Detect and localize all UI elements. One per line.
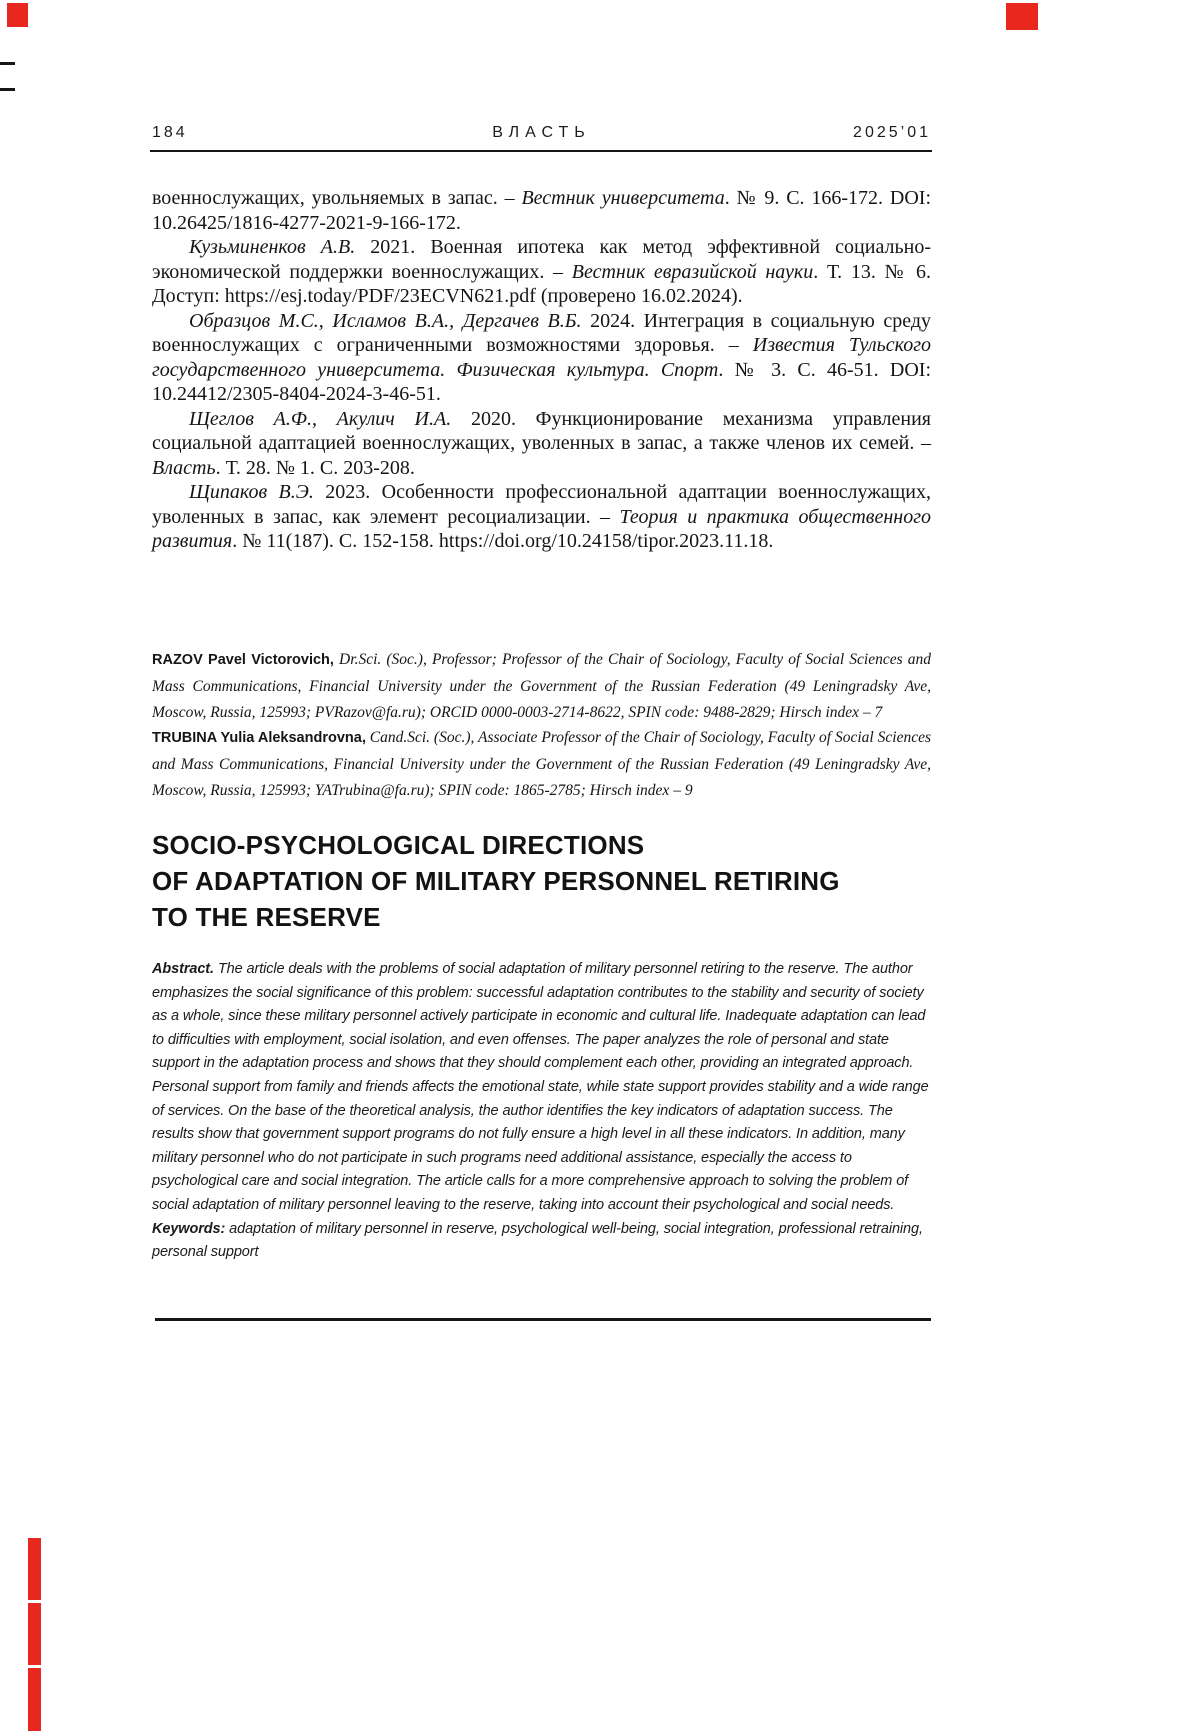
reference-item bbox=[152, 309, 931, 407]
ref-author-name: Щеглов А.Ф., Акулич И.А. bbox=[189, 407, 452, 430]
author-details: Dr.Sci. (Soc.), Professor; Professor of the Chair of Sociology, Faculty of Social Sciences and Mass Communications, Financial University under the Government of the Russian Federation (49 Leningradsky Ave, Moscow, Russia, 125993; PVRazov@fa.ru); ORCID 0000-0003-2714-8622, SPIN code: 9488-2829; Hirsch index – 7 bbox=[152, 651, 931, 721]
trim-mark-left-lower bbox=[0, 88, 15, 91]
ref-segment: 2024. Интеграция в социальную среду военнослужащих с ограниченными возможностями здоровья. – bbox=[152, 309, 931, 356]
author-name: RAZOV Pavel Victorovich, bbox=[152, 652, 334, 668]
abstract-label: Abstract. bbox=[152, 961, 214, 977]
abstract-paragraph bbox=[152, 958, 931, 1218]
ref-segment: . № 11(187). С. 152-158. https://doi.org/10.24158/tipor.2023.11.18. bbox=[232, 530, 774, 552]
ref-segment: 2023. Особенности профессиональной адаптации военнослужащих, уволенных в запас, как элемент ресоциализации. – bbox=[152, 481, 932, 528]
author-block bbox=[152, 725, 931, 803]
ref-segment: . № 9. С. 166-172. DOI: 10.26425/1816-4277-2021-9-166-172. bbox=[152, 187, 932, 234]
ref-segment: . № 3. С. 46-51. DOI: 10.24412/2305-8404-2024-3-46-51. bbox=[152, 358, 931, 405]
ref-author-name: Щипаков В.Э. bbox=[189, 481, 314, 503]
ref-segment: . Т. 13. № 6. Доступ: https://esj.today/PDF/23ECVN621.pdf (проверено 16.02.2024). bbox=[152, 260, 932, 307]
reference-item bbox=[152, 186, 931, 235]
ref-author-name: Кузьминенков А.В. bbox=[189, 236, 356, 258]
ref-author-name: Образцов М.С., Исламов В.А., Дергачев В.Б. bbox=[189, 309, 582, 332]
running-header bbox=[152, 124, 931, 142]
abstract-text: The article deals with the problems of social adaptation of military personnel retiring to the reserve. The author emphasizes the social significance of this problem: successful adaptation contributes to the stability and security of society as a whole, since these military personnel actively participate in economic and cultural life. Inadequate adaptation can lead to difficulties with employment, social isolation, and even offenses. The paper analyzes the role of personal and state support in the adaptation process and shows that they should complement each other, providing an integrated approach. Personal support from family and friends affects the emotional state, while state support provides stability and a wide range of services. On the base of the theoretical analysis, the author identifies the key indicators of adaptation success. The results show that government support programs do not fully ensure a high level in all these indicators. In addition, many military personnel who do not participate in such programs need additional assistance, especially the access to psychological care and social integration. The article calls for a more comprehensive approach to solving the problem of social adaptation of military personnel leaving to the reserve, taking into account their psychological and social needs. bbox=[152, 961, 929, 1213]
registration-bar-bottom-left-3 bbox=[28, 1668, 41, 1731]
authors-section bbox=[152, 647, 931, 804]
registration-bar-bottom-left-1 bbox=[28, 1538, 41, 1600]
reference-item bbox=[152, 407, 931, 481]
article-title: SOCIO-PSYCHOLOGICAL DIRECTIONS OF ADAPTATION OF MILITARY PERSONNEL RETIRING TO THE RESERVE bbox=[152, 830, 840, 932]
ref-journal-name: Теория и практика общественного развития bbox=[152, 505, 931, 552]
trim-mark-left-upper bbox=[0, 62, 15, 65]
references-section bbox=[152, 186, 931, 554]
journal-title: ВЛАСТЬ bbox=[492, 124, 591, 141]
reference-item bbox=[152, 235, 931, 309]
keywords-text: adaptation of military personnel in reserve, psychological well-being, social integration, professional retraining, personal support bbox=[152, 1220, 923, 1261]
author-block bbox=[152, 647, 931, 725]
author-details: Cand.Sci. (Soc.), Associate Professor of the Chair of Sociology, Faculty of Social Sciences and Mass Communications, Financial University under the Government of the Russian Federation (49 Leningradsky Ave, Moscow, Russia, 125993; YATrubina@fa.ru); SPIN code: 1865-2785; Hirsch index – 9 bbox=[152, 729, 931, 799]
footer-rule bbox=[155, 1318, 931, 1321]
keywords-paragraph bbox=[152, 1218, 931, 1265]
ref-journal-name: Вестник университета bbox=[521, 187, 725, 209]
registration-bar-bottom-left-2 bbox=[28, 1603, 41, 1665]
registration-mark-top-left bbox=[7, 3, 28, 27]
ref-segment: 2021. Военная ипотека как метод эффективной социально-экономической поддержки военнослужащих. – bbox=[152, 236, 931, 283]
ref-journal-name: Вестник евразийской науки bbox=[571, 260, 814, 283]
ref-segment: военнослужащих, увольняемых в запас. – bbox=[152, 187, 522, 209]
page-number: 184 bbox=[152, 124, 188, 141]
keywords-label: Keywords: bbox=[152, 1220, 226, 1237]
ref-journal-name: Известия Тульского государственного университета. Физическая культура. Спорт bbox=[152, 334, 931, 381]
registration-mark-top-right bbox=[1006, 3, 1038, 30]
abstract-section bbox=[152, 958, 931, 1265]
header-rule bbox=[150, 150, 932, 152]
author-name: TRUBINA Yulia Aleksandrovna, bbox=[152, 730, 366, 747]
reference-item bbox=[152, 480, 931, 554]
issue-label: 2025’01 bbox=[853, 124, 931, 141]
ref-segment: . Т. 28. № 1. С. 203-208. bbox=[215, 456, 415, 479]
ref-journal-name: Власть bbox=[152, 456, 216, 479]
ref-segment: 2020. Функционирование механизма управления социальной адаптацией военнослужащих, уволенных в запас, а также членов их семей. – bbox=[152, 407, 931, 454]
